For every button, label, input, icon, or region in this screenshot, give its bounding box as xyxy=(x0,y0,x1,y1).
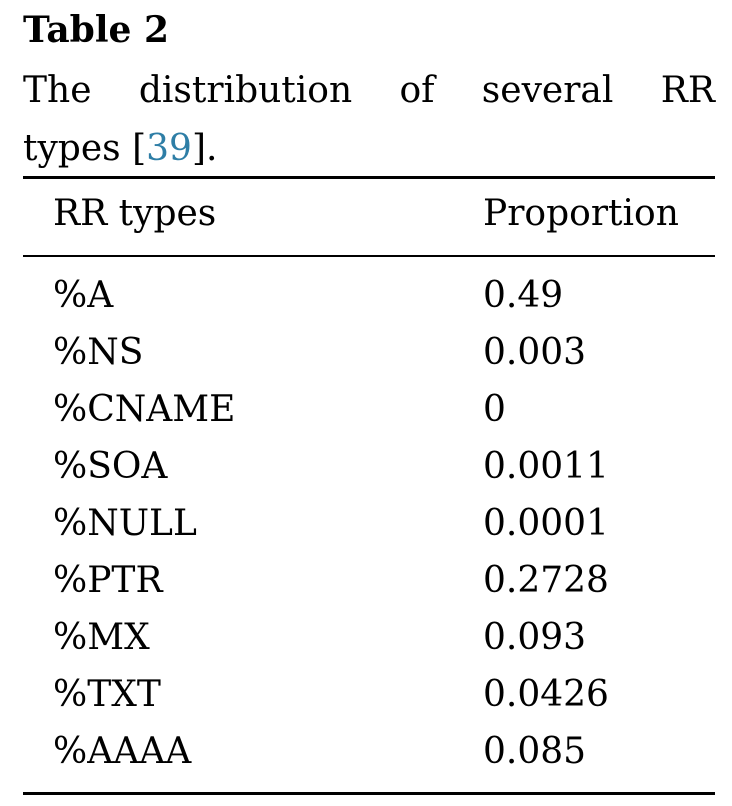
column-header-proportion: Proportion xyxy=(483,193,679,234)
caption-word: of xyxy=(399,70,435,111)
table-bottom-rule xyxy=(23,792,715,795)
table-row xyxy=(23,609,715,666)
rr-type-cell: %NULL xyxy=(53,503,197,544)
table-top-rule xyxy=(23,176,715,179)
caption-text: types [ xyxy=(23,128,147,169)
caption-word: several xyxy=(481,70,614,111)
proportion-cell: 0 xyxy=(483,389,506,430)
column-header-rr-types: RR types xyxy=(53,193,217,234)
proportion-cell: 0.0426 xyxy=(483,674,609,715)
proportion-cell: 0.0011 xyxy=(483,446,609,487)
table-row xyxy=(23,267,715,324)
citation-link[interactable]: 39 xyxy=(146,128,192,169)
table-row xyxy=(23,438,715,495)
table-row xyxy=(23,666,715,723)
rr-type-cell: %TXT xyxy=(53,674,161,715)
table-header-rule xyxy=(23,255,715,257)
caption-word: RR xyxy=(660,70,715,111)
caption-line-1 xyxy=(23,62,715,120)
table-caption xyxy=(23,62,715,178)
rr-type-cell: %A xyxy=(53,275,114,316)
table-row xyxy=(23,552,715,609)
table-row xyxy=(23,381,715,438)
proportion-cell: 0.085 xyxy=(483,731,587,772)
proportion-cell: 0.2728 xyxy=(483,560,609,601)
rr-type-cell: %CNAME xyxy=(53,389,236,430)
rr-type-cell: %PTR xyxy=(53,560,163,601)
caption-word: The xyxy=(23,70,92,111)
table-label: Table 2 xyxy=(23,9,170,51)
proportion-cell: 0.003 xyxy=(483,332,587,373)
caption-word: distribution xyxy=(138,70,353,111)
rr-type-cell: %MX xyxy=(53,617,150,658)
table-row xyxy=(23,723,715,780)
rr-type-cell: %AAAA xyxy=(53,731,192,772)
proportion-cell: 0.0001 xyxy=(483,503,609,544)
table-body xyxy=(23,267,715,780)
table-row xyxy=(23,324,715,381)
table-row xyxy=(23,495,715,552)
proportion-cell: 0.093 xyxy=(483,617,587,658)
proportion-cell: 0.49 xyxy=(483,275,564,316)
caption-line-2 xyxy=(23,120,715,178)
rr-type-cell: %SOA xyxy=(53,446,168,487)
caption-text: ]. xyxy=(191,128,218,169)
rr-type-cell: %NS xyxy=(53,332,144,373)
